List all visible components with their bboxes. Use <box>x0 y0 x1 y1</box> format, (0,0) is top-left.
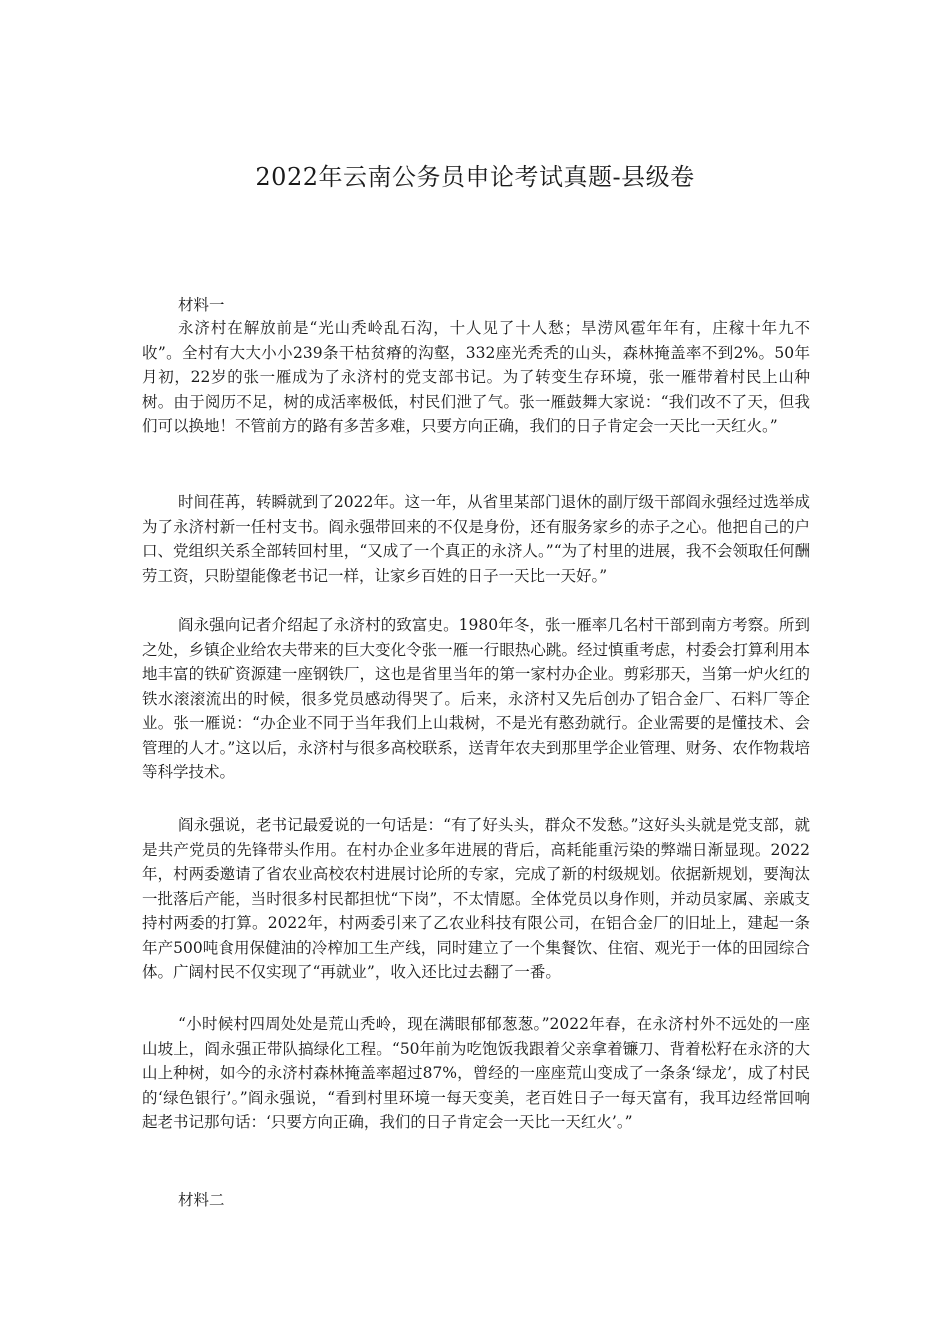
paragraph-4: 阎永强说，老书记最爱说的一句话是：“有了好头头，群众不发愁。”这好头头就是党支部，就是共产党员的先锋带头作用。在村办企业多年进展的背后，高耗能重污染的弊端日渐显现。2022年，村两委邀请了省农业高校农村进展讨论所的专家，完成了新的村级规划。依据新规划，要淘汰一批落后产能，当时很多村民都担忧“下岗”，不太情愿。全体党员以身作则，并动员家属、亲戚支持村两委的打算。2022年，村两委引来了乙农业科技有限公司，在铝合金厂的旧址上，建起一条年产500吨食用保健油的冷榨加工生产线，同时建立了一个集餐饮、住宿、观光于一体的田园综合体。广阔村民不仅实现了“再就业”，收入还比过去翻了一番。 <box>142 816 810 981</box>
paragraph-3: 阎永强向记者介绍起了永济村的致富史。1980年冬，张一雁率几名村干部到南方考察。所到之处，乡镇企业给农夫带来的巨大变化令张一雁一行眼热心跳。经过慎重考虑，村委会打算利用本地丰富的铁矿资源建一座钢铁厂，这也是省里当年的第一家村办企业。剪彩那天，当第一炉火红的铁水滚滚流出的时候，很多党员感动得哭了。后来，永济村又先后创办了铝合金厂、石料厂等企业。张一雁说：“办企业不同于当年我们上山栽树，不是光有憨劲就行。企业需要的是懂技术、会管理的人才。”这以后，永济村与很多高校联系，送青年农夫到那里学企业管理、财务、农作物栽培等科学技术。 <box>142 616 810 781</box>
section-label-material-1: 材料一 <box>178 296 225 314</box>
paragraph-1: 永济村在解放前是“光山秃岭乱石沟，十人见了十人愁；旱涝风雹年年有，庄稼十年九不收”。全村有大大小小239条干枯贫瘠的沟壑，332座光秃秃的山头，森林掩盖率不到2%。50年月初，22岁的张一雁成为了永济村的党支部书记。为了转变生存环境，张一雁带着村民上山种树。由于阅历不足，树的成活率极低，村民们泄了气。张一雁鼓舞大家说：“我们改不了天，但我们可以换地！不管前方的路有多苦多难，只要方向正确，我们的日子肯定会一天比一天红火。” <box>142 319 810 435</box>
paragraph-5: “小时候村四周处处是荒山秃岭，现在满眼郁郁葱葱。”2022年春，在永济村外不远处的一座山坡上，阎永强正带队搞绿化工程。“50年前为吃饱饭我跟着父亲拿着镰刀、背着松籽在永济的大山上种树，如今的永济村森林掩盖率超过87%，曾经的一座座荒山变成了一条条‘绿龙’，成了村民的‘绿色银行’。”阎永强说，“看到村里环境一每天变美，老百姓日子一每天富有，我耳边经常回响起老书记那句话：‘只要方向正确，我们的日子肯定会一天比一天红火’。” <box>142 1015 810 1131</box>
document-title: 2022年云南公务员申论考试真题-县级卷 <box>255 163 695 191</box>
section-label-material-2: 材料二 <box>178 1191 225 1209</box>
paragraph-2: 时间荏苒，转瞬就到了2022年。这一年，从省里某部门退休的副厅级干部阎永强经过选举成为了永济村新一任村支书。阎永强带回来的不仅是身份，还有服务家乡的赤子之心。他把自己的户口、党组织关系全部转回村里，“又成了一个真正的永济人。”“为了村里的进展，我不会领取任何酬劳工资，只盼望能像老书记一样，让家乡百姓的日子一天比一天好。” <box>142 493 810 585</box>
